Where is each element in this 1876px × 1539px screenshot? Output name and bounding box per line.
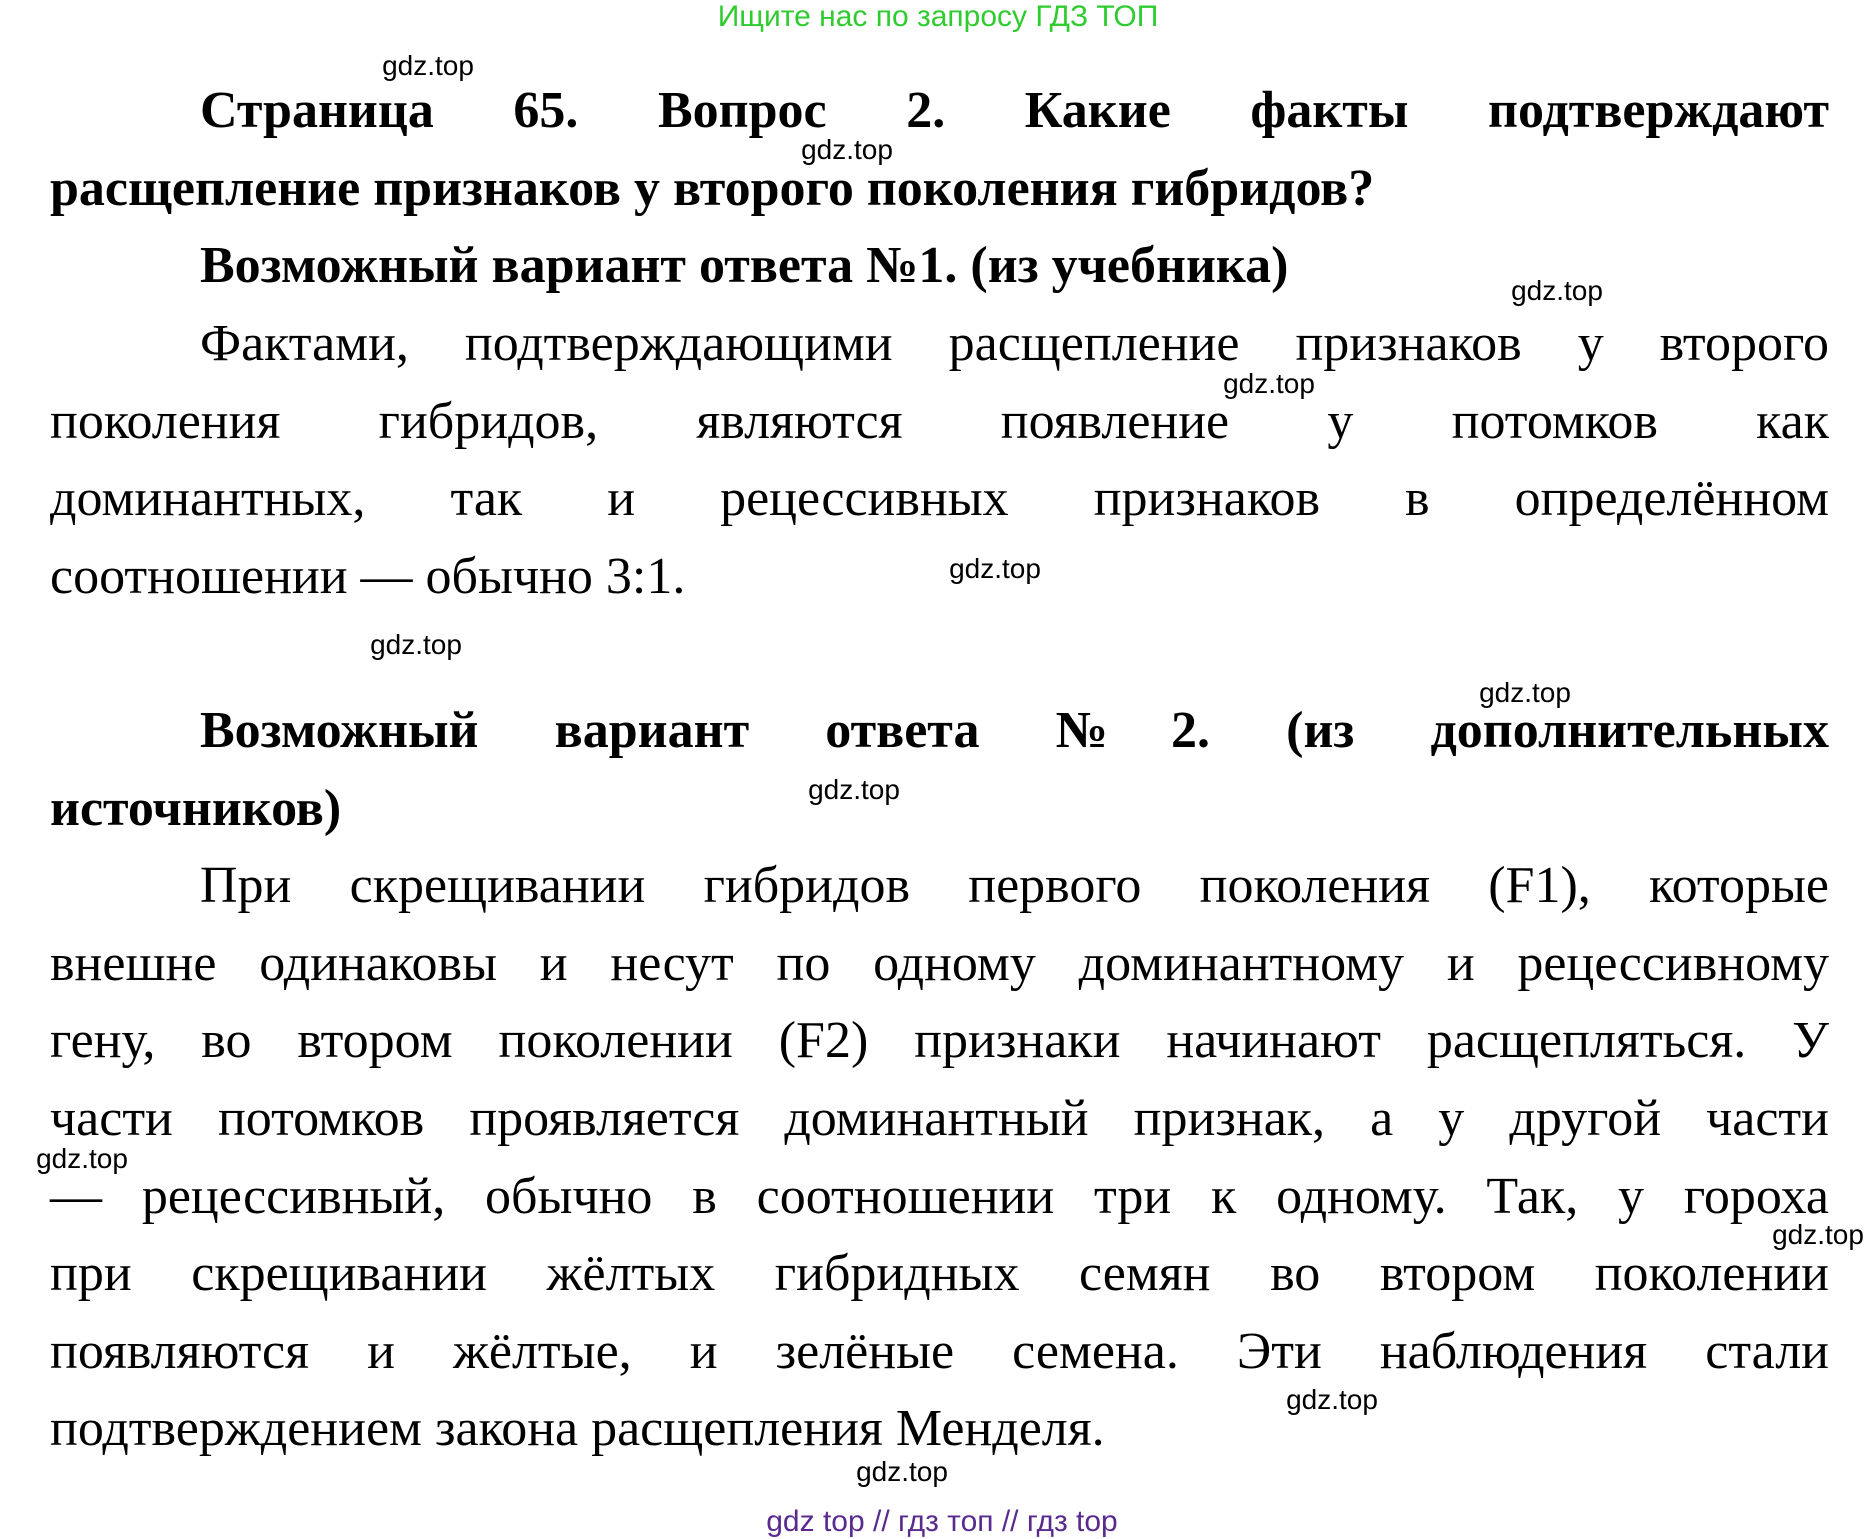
- answer1-line: соотношении — обычно 3:1.: [50, 548, 686, 605]
- answer2-line: гену, во втором поколении (F2) признаки начинают расщепляться. У: [50, 1012, 1829, 1069]
- answer2-heading-line-2: источников): [50, 780, 342, 837]
- question-title-line-2: расщепление признаков у второго поколения гибридов?: [50, 160, 1375, 217]
- answer2-line: части потомков проявляется доминантный признак, а у другой части: [50, 1090, 1829, 1147]
- watermark: gdz.top: [949, 553, 1041, 584]
- question-title-line-1: Страница 65. Вопрос 2. Какие факты подтверждают: [200, 82, 1829, 139]
- answer1-line: доминантных, так и рецессивных признаков в определённом: [50, 470, 1829, 527]
- answer2-line: появляются и жёлтые, и зелёные семена. Эти наблюдения стали: [50, 1323, 1829, 1380]
- watermark: gdz.top: [370, 629, 462, 660]
- watermark: gdz.top: [1223, 368, 1315, 399]
- footer-banner: gdz top // гдз топ // гдз top: [766, 1505, 1118, 1538]
- answer2-line: подтверждением закона расщепления Менделя.: [50, 1400, 1105, 1457]
- watermark: gdz.top: [856, 1456, 948, 1487]
- answer1-heading: Возможный вариант ответа №1. (из учебника): [200, 237, 1289, 294]
- answer2-line: При скрещивании гибридов первого поколения (F1), которые: [200, 857, 1829, 914]
- watermark: gdz.top: [1772, 1219, 1864, 1250]
- watermark: gdz.top: [1511, 275, 1603, 306]
- answer1-line: поколения гибридов, являются появление у потомков как: [50, 393, 1829, 450]
- watermark: gdz.top: [1286, 1384, 1378, 1415]
- answer2-line: внешне одинаковы и несут по одному доминантному и рецессивному: [50, 935, 1829, 992]
- search-banner: Ищите нас по запросу ГДЗ ТОП: [717, 0, 1159, 33]
- watermark: gdz.top: [801, 134, 893, 165]
- answer2-line: — рецессивный, обычно в соотношении три к одному. Так, у гороха: [50, 1168, 1829, 1225]
- watermark: gdz.top: [382, 50, 474, 81]
- answer1-line: Фактами, подтверждающими расщепление признаков у второго: [200, 315, 1829, 372]
- watermark: gdz.top: [36, 1143, 128, 1174]
- answer2-heading-line-1: Возможный вариант ответа №2. (из дополнительных: [200, 702, 1829, 759]
- watermark: gdz.top: [808, 774, 900, 805]
- watermark: gdz.top: [1479, 677, 1571, 708]
- answer2-line: при скрещивании жёлтых гибридных семян во втором поколении: [50, 1245, 1829, 1302]
